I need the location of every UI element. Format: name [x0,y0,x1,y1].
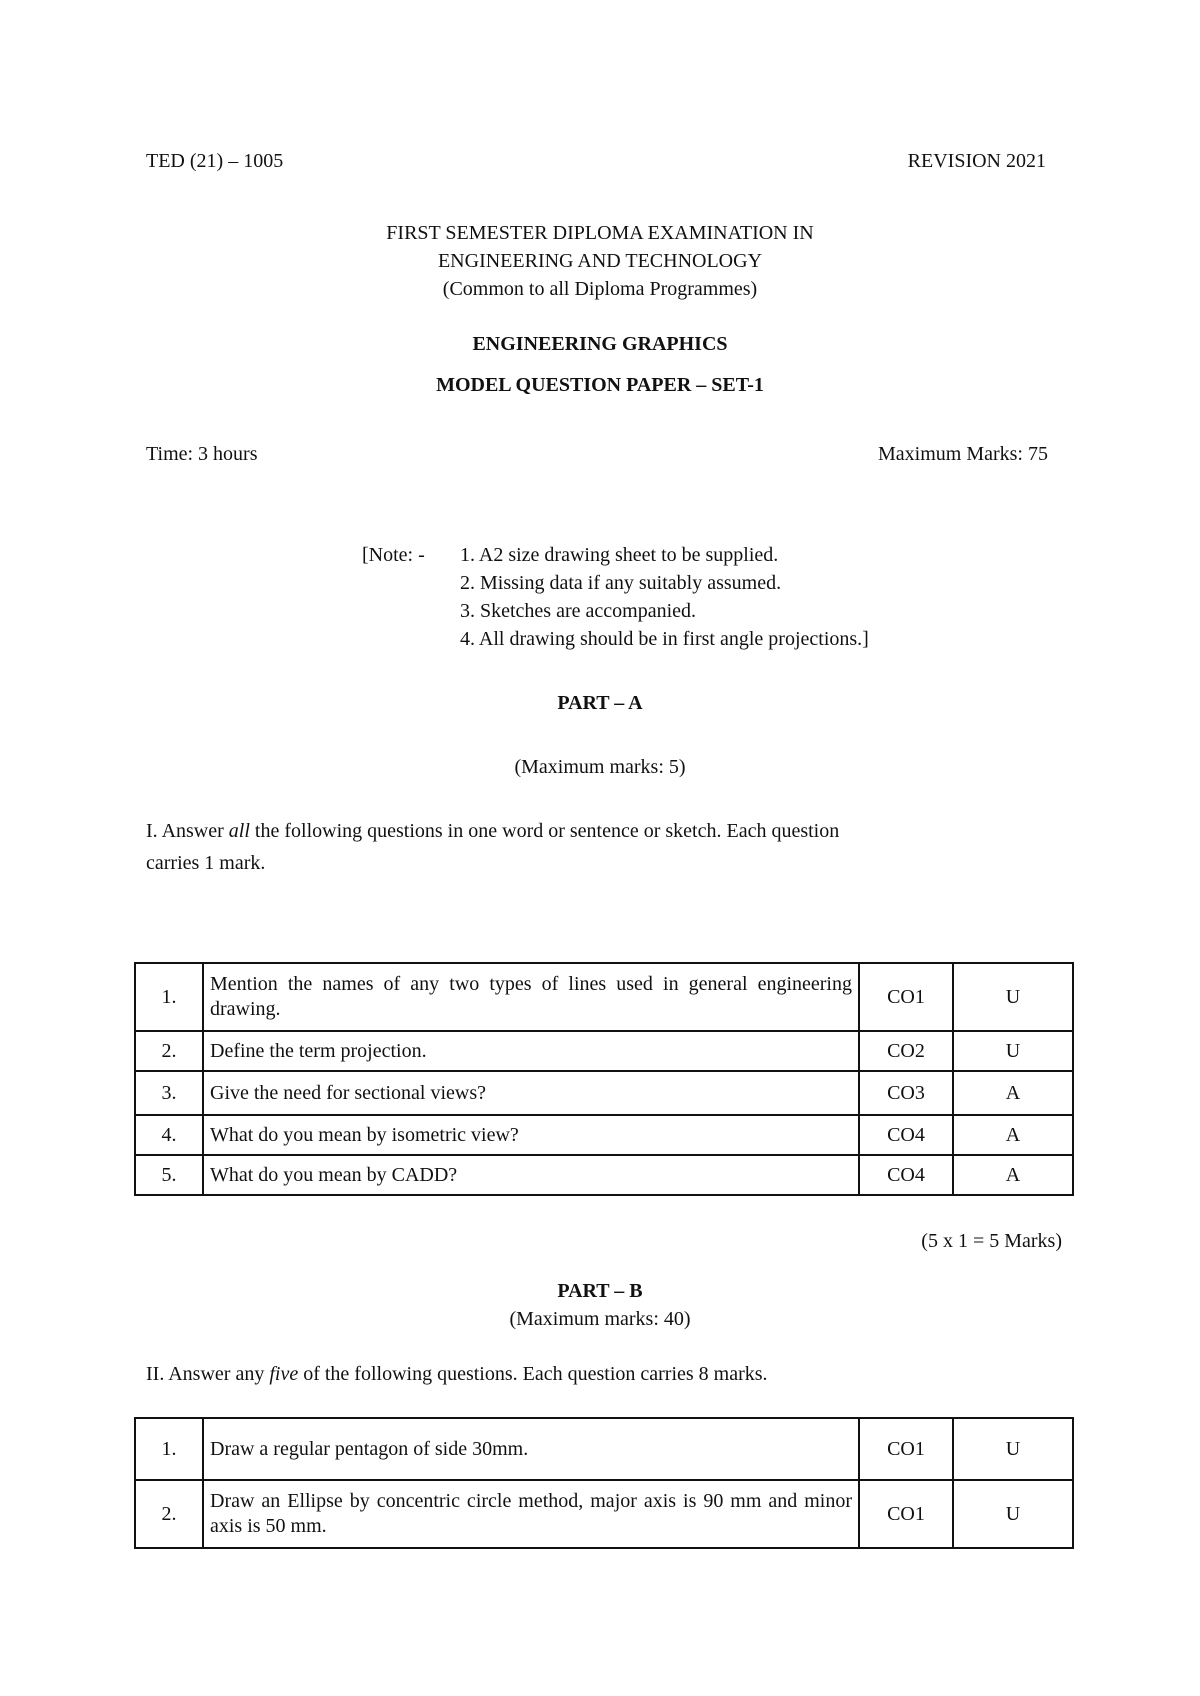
instruction-text: the following questions in one word or sentence or sketch. Each question [254,820,840,842]
cognitive-level: U [953,1480,1073,1548]
exam-title-line2: ENGINEERING AND TECHNOLOGY [437,250,763,272]
question-text: Draw a regular pentagon of side 30mm. [203,1418,859,1480]
part-a-max-marks: (Maximum marks: 5) [514,756,686,778]
part-b-instruction [146,1363,768,1386]
part-b-question-table [134,1417,1074,1549]
question-number: 3. [135,1071,203,1115]
time-label: Time: 3 hours [146,443,258,465]
instruction-emphasis: five [269,1363,299,1385]
part-b-max-marks: (Maximum marks: 40) [509,1308,691,1330]
cognitive-level: U [953,1418,1073,1480]
course-outcome: CO1 [859,1418,953,1480]
course-outcome: CO4 [859,1115,953,1155]
instruction-number: I. [146,820,158,842]
instruction-text: of the following questions. Each question carries 8 marks. [303,1363,768,1385]
cognitive-level: A [953,1071,1073,1115]
part-a-total-marks: (5 x 1 = 5 Marks) [921,1230,1062,1252]
part-a-instruction-line2: carries 1 mark. [146,852,266,874]
table-row [135,1031,1073,1071]
cognitive-level: A [953,1155,1073,1195]
instruction-emphasis: all [228,820,250,842]
course-outcome: CO1 [859,1480,953,1548]
question-number: 1. [135,963,203,1031]
table-row [135,1115,1073,1155]
max-marks-label: Maximum Marks: 75 [878,443,1048,465]
cognitive-level: U [953,1031,1073,1071]
question-text: What do you mean by isometric view? [203,1115,859,1155]
paper-code: TED (21) – 1005 [146,150,284,172]
course-outcome: CO2 [859,1031,953,1071]
question-number: 2. [135,1031,203,1071]
note-item: 2. Missing data if any suitably assumed. [460,572,782,594]
part-a-heading: PART – A [557,692,643,714]
exam-title-line1: FIRST SEMESTER DIPLOMA EXAMINATION IN [386,222,814,244]
note-item: 3. Sketches are accompanied. [460,600,697,622]
course-outcome: CO4 [859,1155,953,1195]
table-row [135,963,1073,1031]
table-row [135,1480,1073,1548]
question-text: Give the need for sectional views? [203,1071,859,1115]
cognitive-level: A [953,1115,1073,1155]
question-number: 1. [135,1418,203,1480]
question-number: 4. [135,1115,203,1155]
paper-set-title: MODEL QUESTION PAPER – SET-1 [436,374,764,396]
note-item: 4. All drawing should be in first angle projections.] [460,628,869,650]
table-row [135,1418,1073,1480]
note-prefix: [Note: - [362,544,425,566]
instruction-text: Answer any [168,1363,265,1385]
subject-title: ENGINEERING GRAPHICS [472,333,728,355]
part-a-question-table [134,962,1074,1196]
question-text: Draw an Ellipse by concentric circle method, major axis is 90 mm and minor axis is 50 mm. [203,1480,859,1548]
question-number: 2. [135,1480,203,1548]
course-outcome: CO1 [859,963,953,1031]
part-b-heading: PART – B [557,1280,643,1302]
table-row [135,1155,1073,1195]
revision-label: REVISION 2021 [907,150,1046,172]
question-text: Define the term projection. [203,1031,859,1071]
part-a-instruction [146,820,839,843]
exam-title-line3: (Common to all Diploma Programmes) [442,278,758,300]
question-number: 5. [135,1155,203,1195]
cognitive-level: U [953,963,1073,1031]
instruction-text: Answer [161,820,224,842]
question-text: What do you mean by CADD? [203,1155,859,1195]
course-outcome: CO3 [859,1071,953,1115]
question-text: Mention the names of any two types of lines used in general engineering drawing. [203,963,859,1031]
note-item: 1. A2 size drawing sheet to be supplied. [460,544,779,566]
instruction-number: II. [146,1363,165,1385]
table-row [135,1071,1073,1115]
